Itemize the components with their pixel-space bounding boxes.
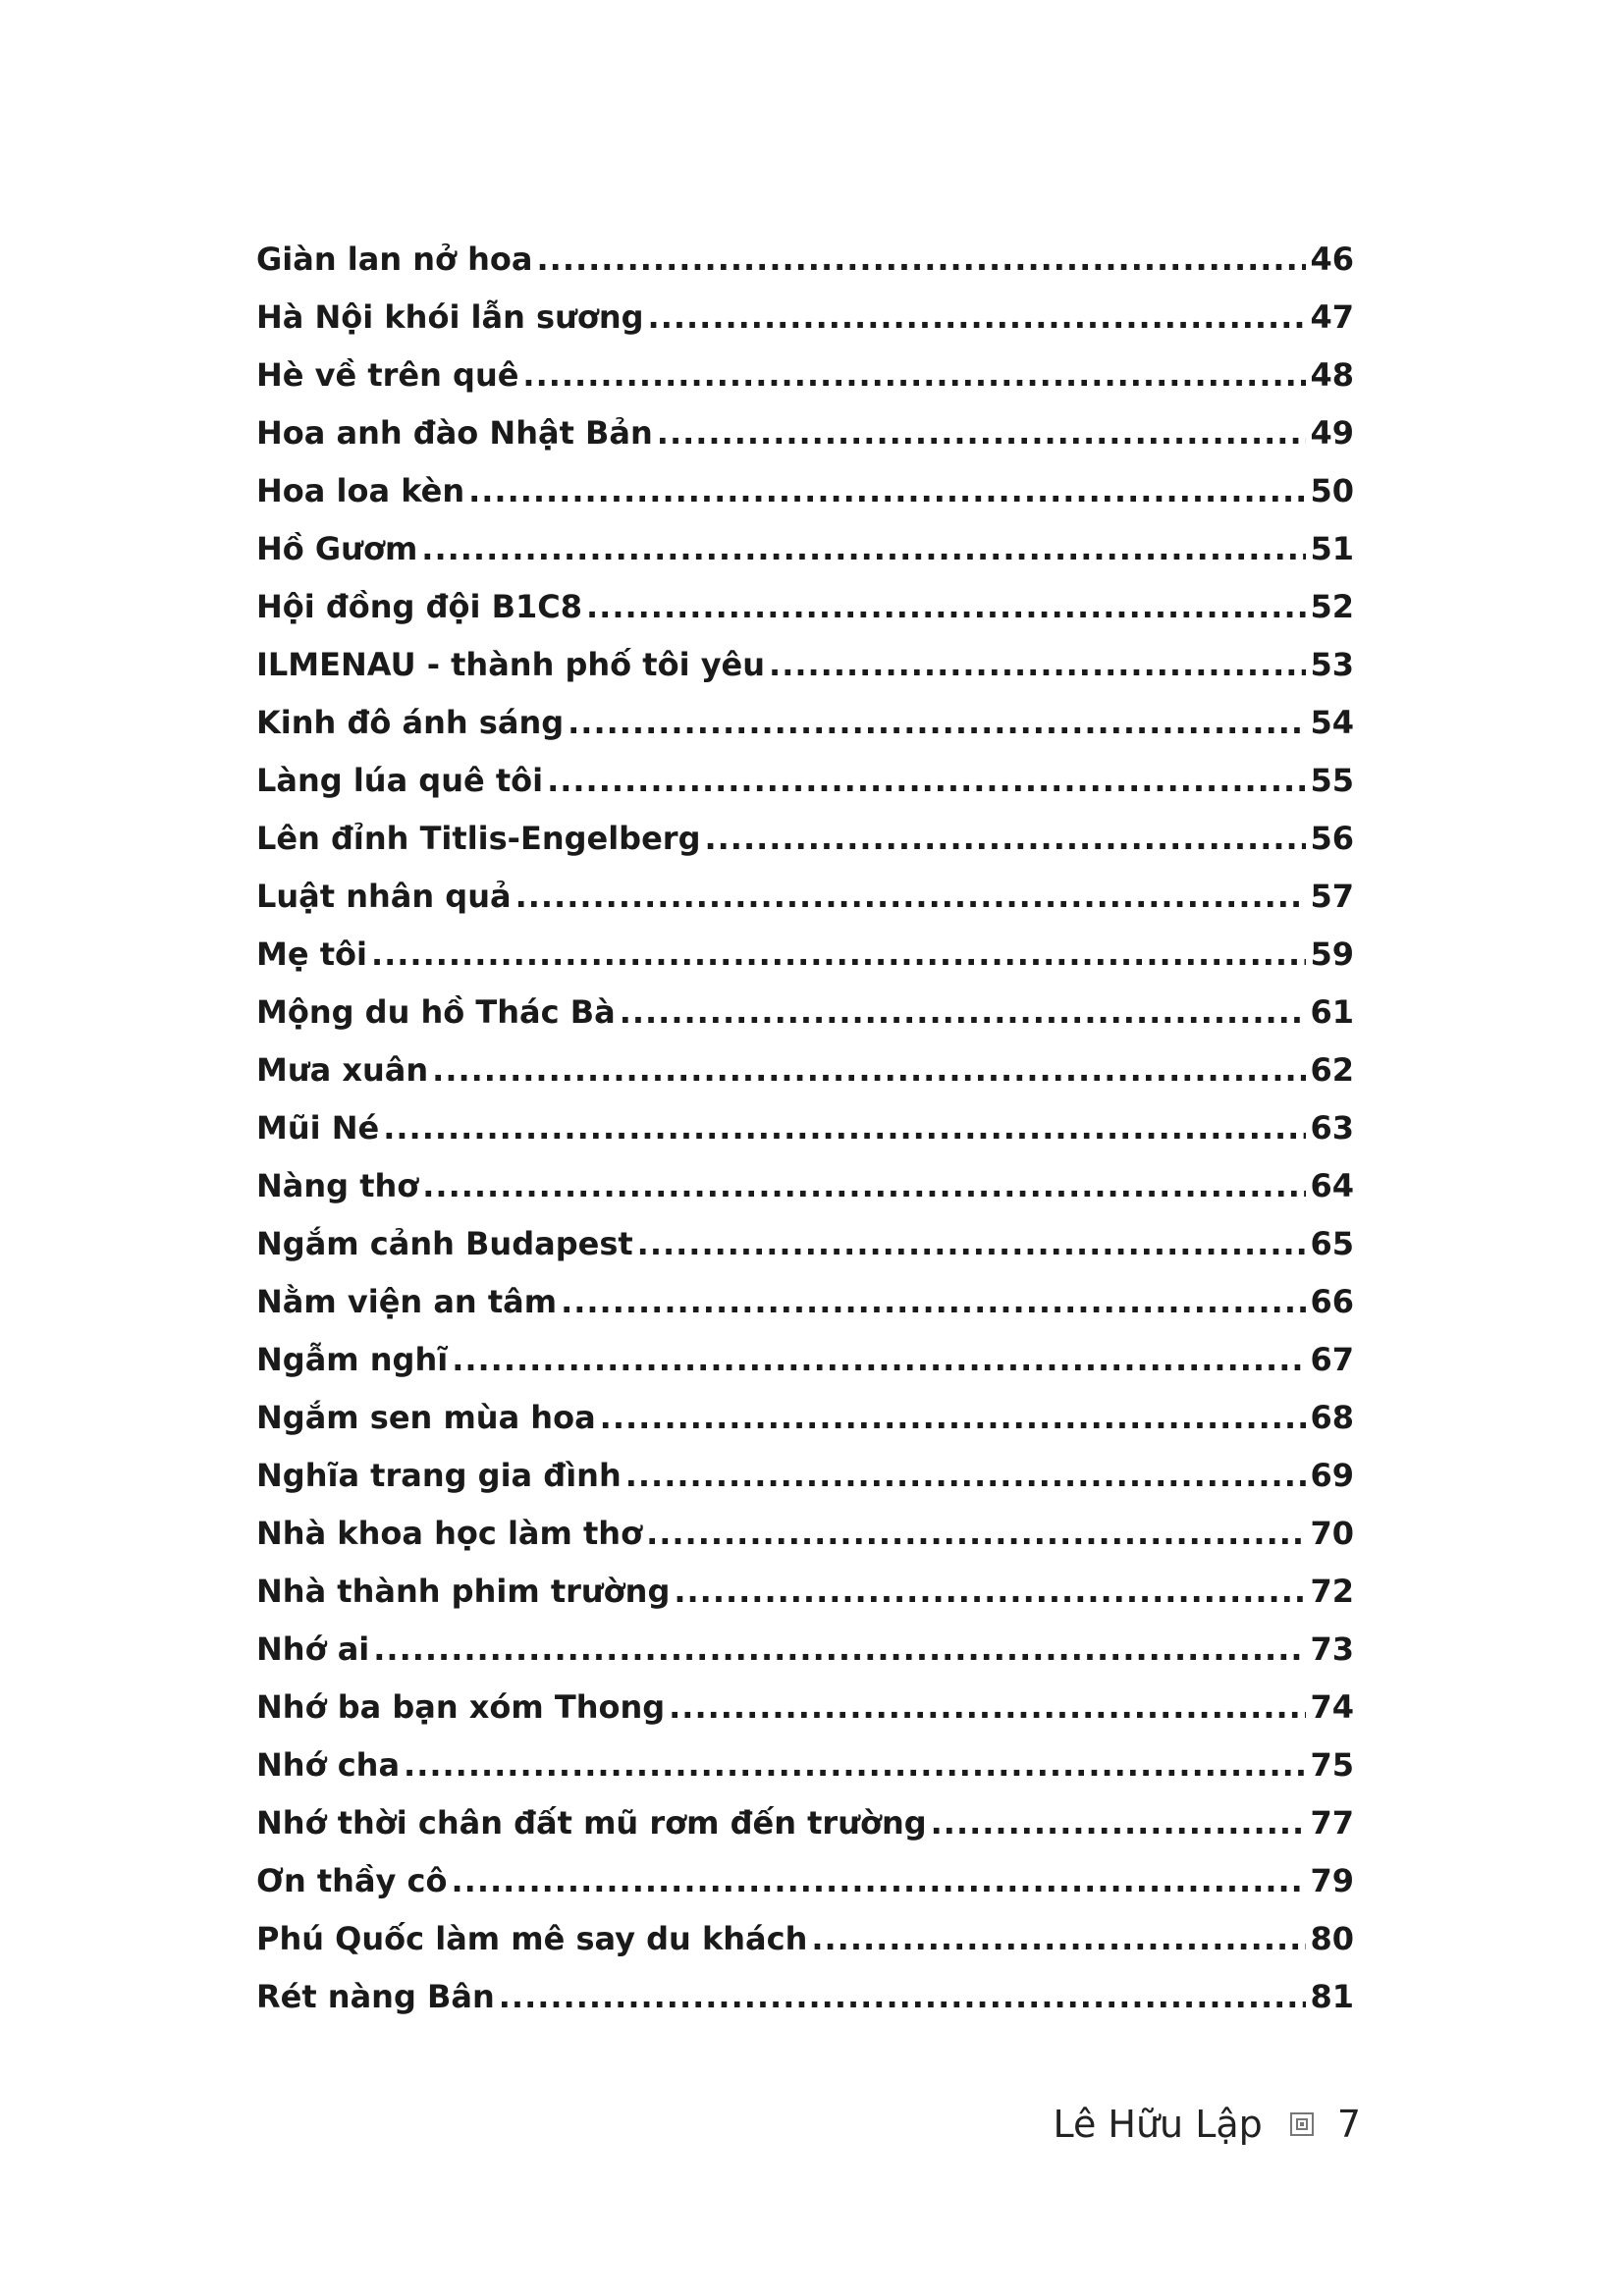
- toc-entry-page: 51: [1310, 530, 1354, 567]
- dot-leader: [547, 762, 1306, 799]
- toc-entry: [256, 762, 1354, 820]
- toc-entry-page: 47: [1310, 298, 1354, 336]
- toc-entry: [256, 298, 1354, 356]
- toc-entry-title: Giàn lan nở hoa: [256, 240, 533, 278]
- toc-entry-page: 75: [1310, 1746, 1354, 1784]
- toc-entry: [256, 993, 1354, 1051]
- dot-leader: [625, 1457, 1307, 1494]
- dot-leader: [931, 1804, 1307, 1842]
- toc-entry-page: 81: [1310, 1978, 1354, 2015]
- toc-entry: [256, 1167, 1354, 1225]
- toc-entry: [256, 1341, 1354, 1399]
- toc-entry-title: Nằm viện an tâm: [256, 1283, 558, 1320]
- toc-entry-title: Hồ Gươm: [256, 530, 418, 567]
- toc-entry-title: Hoa loa kèn: [256, 472, 465, 509]
- toc-entry: [256, 820, 1354, 878]
- toc-entry-page: 64: [1310, 1167, 1354, 1204]
- dot-leader: [422, 1167, 1306, 1204]
- toc-entry-page: 62: [1310, 1051, 1354, 1089]
- toc-entry-page: 68: [1310, 1399, 1354, 1436]
- toc-entry-page: 74: [1310, 1688, 1354, 1726]
- page-number: 7: [1336, 2103, 1361, 2146]
- toc-entry: [256, 1573, 1354, 1630]
- footer-author: Lê Hữu Lập: [1053, 2103, 1263, 2146]
- toc-entry-page: 69: [1310, 1457, 1354, 1494]
- toc-entry-title: Nhớ ba bạn xóm Thong: [256, 1688, 666, 1726]
- toc-entry-title: Hoa anh đào Nhật Bản: [256, 414, 653, 452]
- dot-leader: [811, 1920, 1306, 1957]
- toc-entry-page: 66: [1310, 1283, 1354, 1320]
- toc-entry-page: 54: [1310, 704, 1354, 741]
- toc-entry: [256, 1804, 1354, 1862]
- toc-entry: [256, 878, 1354, 935]
- toc-entry-title: Rét nàng Bân: [256, 1978, 495, 2015]
- toc-entry: [256, 530, 1354, 588]
- dot-leader: [586, 588, 1306, 625]
- toc-entry: [256, 1515, 1354, 1573]
- toc-entry-title: Làng lúa quê tôi: [256, 762, 544, 799]
- dot-leader: [561, 1283, 1306, 1320]
- toc-entry-page: 49: [1310, 414, 1354, 452]
- toc-entry-title: Hội đồng đội B1C8: [256, 588, 582, 625]
- toc-entry-page: 65: [1310, 1225, 1354, 1262]
- toc-entry: [256, 1283, 1354, 1341]
- toc-entry-title: Ơn thầy cô: [256, 1862, 448, 1899]
- dot-leader: [515, 878, 1307, 915]
- dot-leader: [522, 356, 1306, 394]
- toc-entry-page: 59: [1310, 935, 1354, 973]
- toc-entry: [256, 935, 1354, 993]
- toc-entry-title: Kinh đô ánh sáng: [256, 704, 565, 741]
- toc-entry-title: Nghĩa trang gia đình: [256, 1457, 622, 1494]
- dot-leader: [404, 1746, 1306, 1784]
- dot-leader: [769, 646, 1306, 683]
- nested-square-icon: [1290, 2112, 1314, 2136]
- dot-leader: [704, 820, 1306, 857]
- toc-entry-title: Ngắm sen mùa hoa: [256, 1399, 596, 1436]
- toc-entry: [256, 472, 1354, 530]
- toc-entry-title: Ngắm cảnh Budapest: [256, 1225, 633, 1262]
- dot-leader: [432, 1051, 1306, 1089]
- page-footer: [1053, 2103, 1361, 2146]
- dot-leader: [452, 1862, 1307, 1899]
- toc-entry-title: Nhớ ai: [256, 1630, 370, 1668]
- toc-entry-page: 46: [1310, 240, 1354, 278]
- toc-entry-page: 70: [1310, 1515, 1354, 1552]
- dot-leader: [620, 993, 1307, 1031]
- dot-leader: [371, 935, 1307, 973]
- toc-entry-page: 53: [1310, 646, 1354, 683]
- toc-entry: [256, 1457, 1354, 1515]
- dot-leader: [468, 472, 1306, 509]
- toc-entry: [256, 1109, 1354, 1167]
- toc-entry-page: 67: [1310, 1341, 1354, 1378]
- toc-entry-page: 55: [1310, 762, 1354, 799]
- toc-entry: [256, 414, 1354, 472]
- toc-entry: [256, 1920, 1354, 1978]
- toc-entry-page: 72: [1310, 1573, 1354, 1610]
- toc-entry-title: Hè về trên quê: [256, 356, 519, 394]
- toc-entry-title: Nhớ thời chân đất mũ rơm đến trường: [256, 1804, 927, 1842]
- toc-entry-page: 52: [1310, 588, 1354, 625]
- toc-entry: [256, 1225, 1354, 1283]
- toc-entry: [256, 1746, 1354, 1804]
- toc-entry-page: 77: [1310, 1804, 1354, 1842]
- toc-entry-page: 63: [1310, 1109, 1354, 1147]
- toc-entry-title: Ngẫm nghĩ: [256, 1341, 449, 1378]
- toc-entry-title: Mộng du hồ Thác Bà: [256, 993, 616, 1031]
- toc-entry-title: Hà Nội khói lẫn sương: [256, 298, 644, 336]
- table-of-contents: [256, 240, 1354, 2036]
- toc-entry-title: Luật nhân quả: [256, 878, 512, 915]
- toc-entry: [256, 1630, 1354, 1688]
- dot-leader: [648, 298, 1307, 336]
- toc-entry-page: 79: [1310, 1862, 1354, 1899]
- toc-entry-title: Nhớ cha: [256, 1746, 401, 1784]
- dot-leader: [669, 1688, 1306, 1726]
- toc-entry: [256, 704, 1354, 762]
- dot-leader: [421, 530, 1306, 567]
- toc-entry-title: Mũi Né: [256, 1109, 380, 1147]
- dot-leader: [373, 1630, 1306, 1668]
- toc-entry-title: Nhà khoa học làm thơ: [256, 1515, 643, 1552]
- toc-entry: [256, 1051, 1354, 1109]
- dot-leader: [452, 1341, 1306, 1378]
- toc-entry-page: 57: [1310, 878, 1354, 915]
- toc-entry-title: ILMENAU - thành phố tôi yêu: [256, 646, 766, 683]
- dot-leader: [383, 1109, 1306, 1147]
- toc-entry: [256, 1862, 1354, 1920]
- toc-entry-title: Nhà thành phim trường: [256, 1573, 671, 1610]
- toc-entry: [256, 240, 1354, 298]
- toc-entry-page: 56: [1310, 820, 1354, 857]
- dot-leader: [646, 1515, 1306, 1552]
- toc-entry-title: Nàng thơ: [256, 1167, 419, 1204]
- toc-entry-page: 48: [1310, 356, 1354, 394]
- toc-entry-page: 61: [1310, 993, 1354, 1031]
- toc-entry-title: Phú Quốc làm mê say du khách: [256, 1920, 808, 1957]
- toc-entry: [256, 1399, 1354, 1457]
- dot-leader: [568, 704, 1306, 741]
- dot-leader: [499, 1978, 1307, 2015]
- dot-leader: [674, 1573, 1306, 1610]
- toc-entry-page: 50: [1310, 472, 1354, 509]
- dot-leader: [600, 1399, 1307, 1436]
- toc-entry-title: Lên đỉnh Titlis-Engelberg: [256, 820, 701, 857]
- toc-entry: [256, 588, 1354, 646]
- toc-entry-page: 80: [1310, 1920, 1354, 1957]
- toc-entry-page: 73: [1310, 1630, 1354, 1668]
- dot-leader: [657, 414, 1307, 452]
- toc-entry-title: Mưa xuân: [256, 1051, 429, 1089]
- toc-entry-title: Mẹ tôi: [256, 935, 367, 973]
- toc-entry: [256, 1688, 1354, 1746]
- toc-entry: [256, 1978, 1354, 2036]
- dot-leader: [637, 1225, 1307, 1262]
- dot-leader: [537, 240, 1307, 278]
- toc-entry: [256, 646, 1354, 704]
- toc-entry: [256, 356, 1354, 414]
